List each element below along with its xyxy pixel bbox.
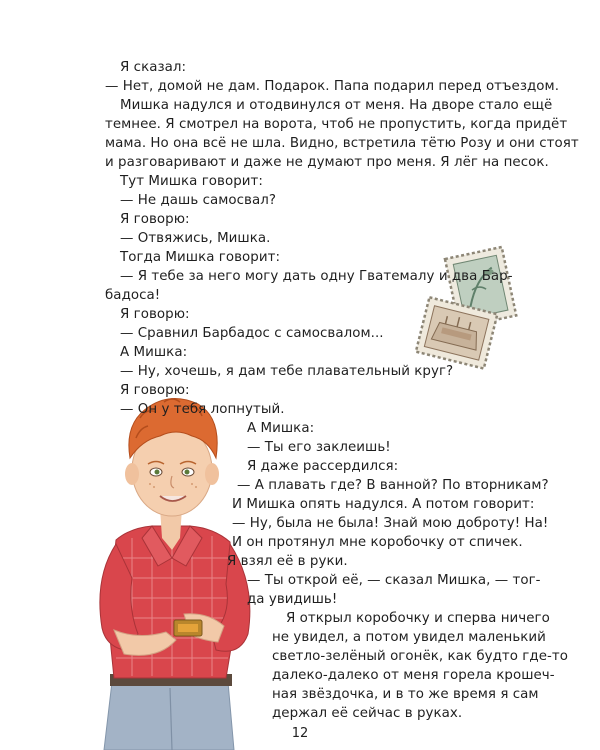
text-line-21: — Ты его заклеишь! (247, 440, 391, 455)
text-line-15: — Сравнил Барбадос с самосвалом... (120, 326, 384, 341)
text-line-11: Тогда Мишка говорит: (120, 250, 281, 265)
text-line-16: А Мишка: (120, 345, 188, 360)
text-line-1: Я сказал: (120, 60, 187, 75)
text-line-30: Я открыл коробочку и сперва ничего (286, 611, 550, 626)
text-line-4: темнее. Я смотрел на ворота, чтоб не пропустить, когда придёт (105, 117, 568, 132)
text-line-3: Мишка надулся и отодвинулся от меня. На дворе стало ещё (120, 98, 553, 113)
text-line-20: А Мишка: (247, 421, 315, 436)
text-line-18: Я говорю: (120, 383, 190, 398)
text-line-8: — Не дашь самосвал? (120, 193, 277, 208)
text-line-6: и разговаривают и даже не думают про меня. Я лёг на песок. (105, 155, 549, 170)
text-line-25: — Ну, была не была! Знай мою доброту! На! (232, 516, 549, 531)
text-line-9: Я говорю: (120, 212, 190, 227)
text-line-7: Тут Мишка говорит: (120, 174, 263, 189)
text-line-14: Я говорю: (120, 307, 190, 322)
text-line-17: — Ну, хочешь, я дам тебе плавательный круг? (120, 364, 454, 379)
text-line-34: ная звёздочка, и в то же время я сам (272, 687, 539, 702)
text-line-28: — Ты открой её, — сказал Мишка, — тог- (247, 573, 541, 588)
text-line-2: — Нет, домой не дам. Подарок. Папа подарил перед отъездом. (105, 79, 560, 94)
text-line-35: держал её сейчас в руках. (272, 706, 463, 721)
text-line-22: Я даже рассердился: (247, 459, 399, 474)
text-line-33: далеко-далеко от меня горела крошеч- (272, 668, 555, 683)
text-line-29: да увидишь! (247, 592, 338, 607)
text-line-19: — Он у тебя лопнутый. (120, 402, 285, 417)
text-line-23: — А плавать где? В ванной? По вторникам? (237, 478, 549, 493)
page-number: 12 (291, 726, 309, 741)
text-line-24: И Мишка опять надулся. А потом говорит: (232, 497, 535, 512)
text-line-26: И он протянул мне коробочку от спичек. (232, 535, 523, 550)
postage-stamps-icon (412, 244, 524, 374)
text-line-31: не увидел, а потом увидел маленький (272, 630, 546, 645)
text-line-27: Я взял её в руки. (227, 554, 348, 569)
text-line-12: — Я тебе за него могу дать одну Гватемалу и два Бар- (120, 269, 513, 284)
text-line-5: мама. Но она всё не шла. Видно, встретила тётю Розу и они стоят (105, 136, 579, 151)
text-line-32: светло-зелёный огонёк, как будто где-то (272, 649, 568, 664)
text-line-10: — Отвяжись, Мишка. (120, 231, 271, 246)
text-line-13: бадоса! (105, 288, 161, 303)
